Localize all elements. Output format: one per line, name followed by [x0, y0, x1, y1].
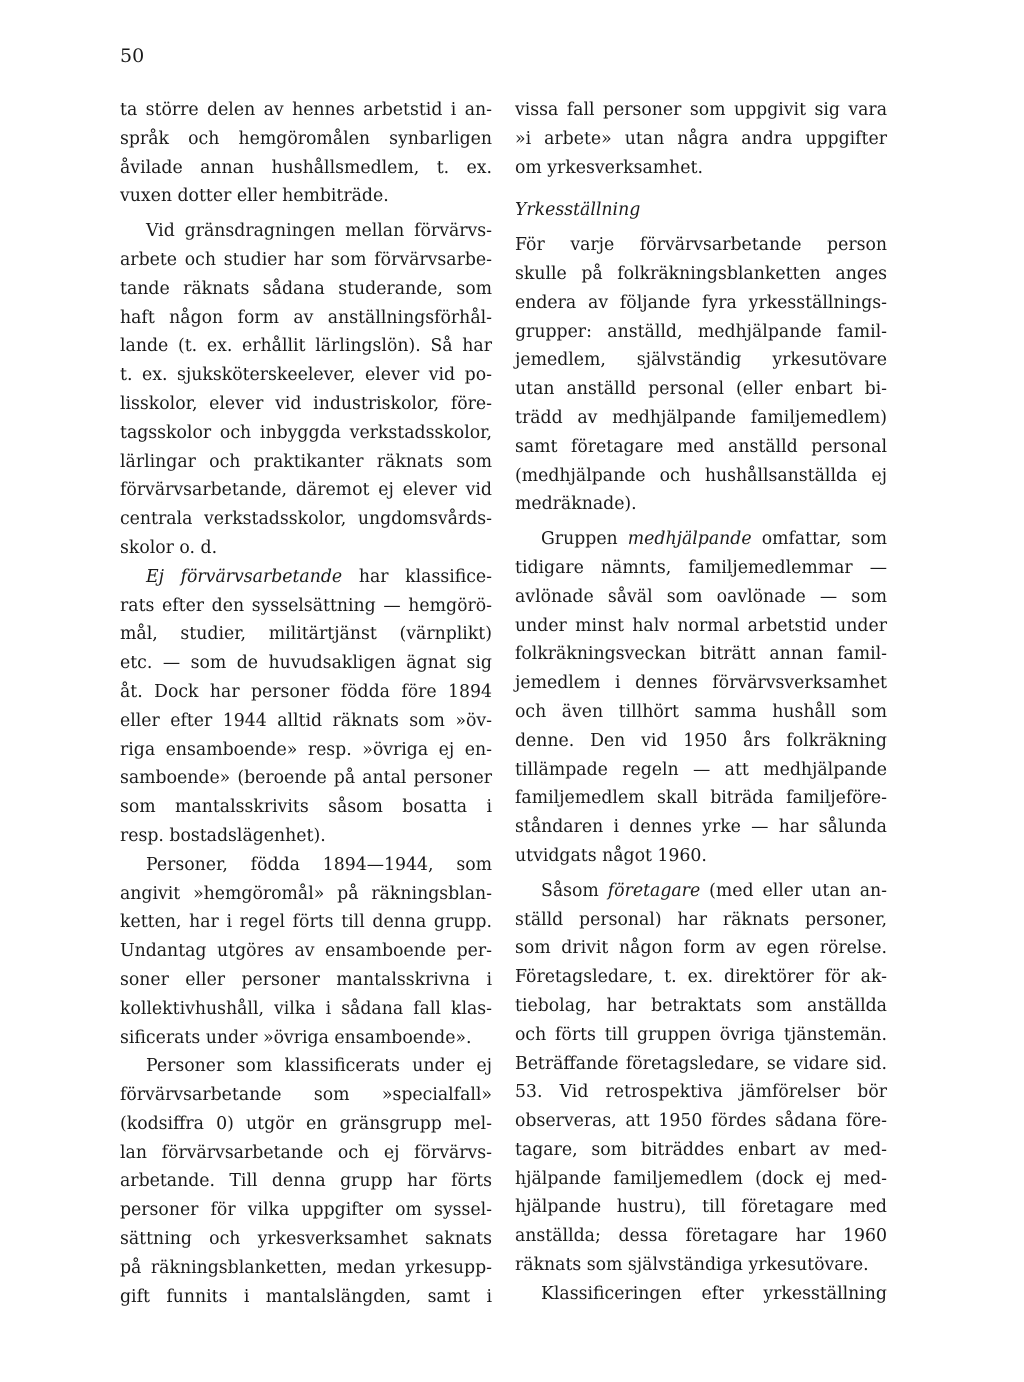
text-line: räknats som självständiga yrkesutövare. [515, 1255, 869, 1276]
text-line: denne. Den vid 1950 års folkräkning [515, 730, 887, 751]
text-line [120, 563, 492, 592]
text-line: tidigare nämnts, familjemedlemmar — [515, 557, 887, 578]
text-line: under minst halv normal arbetstid under [515, 615, 887, 636]
text-line: tande räknats sådana studerande, som [120, 278, 492, 299]
text-line: ställd personal) har räknats personer, [515, 909, 887, 930]
text-line: sättning och yrkesverksamhet saknats [120, 1229, 492, 1250]
text-line: Undantag utgöres av ensamboende per- [120, 941, 492, 962]
text-line: lärlingar och praktikanter räknats som [120, 451, 492, 472]
text-line: Företagsledare, t. ex. direktörer för ak- [515, 967, 887, 988]
italic-term: Ej förvärvsarbetande [146, 566, 343, 587]
paragraph [120, 1052, 492, 1311]
text-line: ketten, har i regel förts till denna grupp. [120, 912, 492, 933]
section-heading-block [515, 196, 887, 225]
text-line: Vid gränsdragningen mellan förvärvs- [146, 221, 492, 242]
text-line: tagare, som biträddes enbart av med- [515, 1139, 887, 1160]
left-column [120, 96, 492, 1311]
text-line: lisskolor, elever vid industriskolor, före- [120, 393, 492, 414]
text-line: Personer som klassificerats under ej [146, 1056, 492, 1077]
italic-term: medhjälpande [627, 529, 752, 550]
text-fragment: Gruppen [541, 529, 628, 550]
text-line: (kodsiffra 0) utgör en gränsgrupp mel- [120, 1113, 492, 1134]
text-line: sificerats under »övriga ensamboende». [120, 1027, 472, 1048]
text-line: utan anställd personal (eller enbart bi- [515, 379, 887, 400]
text-line: Klassificeringen efter yrkesställning [541, 1283, 887, 1304]
paragraph [515, 525, 887, 871]
text-line: »i arbete» utan några andra uppgifter [515, 128, 887, 149]
text-fragment: omfattar, som [751, 529, 888, 550]
paragraph [515, 96, 887, 182]
text-line: 53. Vid retrospektiva jämförelser bör [515, 1082, 887, 1103]
paragraph [120, 563, 492, 851]
text-line: haft någon form av anställningsförhål- [120, 307, 492, 328]
page-number: 50 [120, 45, 145, 67]
paragraph [120, 851, 492, 1053]
text-line [515, 525, 887, 554]
text-line: åt. Dock har personer födda före 1894 [120, 681, 492, 702]
text-fragment: (med eller utan an- [700, 880, 887, 901]
paragraph [120, 96, 492, 211]
text-line: språk och hemgöromålen synbarligen [120, 128, 492, 149]
text-line: angivit »hemgöromål» på räkningsblan- [120, 883, 492, 904]
text-line: mål, studier, militärtjänst (värnplikt) [120, 624, 492, 645]
text-line: samboende» (beroende på antal personer [120, 768, 492, 789]
text-line: Personer, födda 1894—1944, som [146, 854, 492, 875]
paragraph [515, 877, 887, 1280]
text-line: gift funnits i mantalslängden, samt i [120, 1286, 492, 1307]
text-line: trädd av medhjälpande familjemedlem) [515, 407, 887, 428]
text-fragment: Såsom [541, 880, 608, 901]
text-line: medräknade). [515, 494, 637, 515]
paragraph [120, 217, 492, 563]
text-line: hjälpande hustru), till företagare med [515, 1197, 887, 1218]
text-line: etc. — som de huvudsakligen ägnat sig [120, 653, 492, 674]
text-line: skulle på folkräkningsblanketten anges [515, 263, 887, 284]
text-line: observeras, att 1950 fördes sådana före- [515, 1111, 887, 1132]
text-line: folkräkningsveckan biträtt annan famil- [515, 644, 887, 665]
text-line: centrala verkstadsskolor, ungdomsvårds- [120, 509, 492, 530]
text-line: ståndaren i dennes yrke — har sålunda [515, 817, 887, 838]
text-line: skolor o. d. [120, 537, 218, 558]
text-line: åvilade annan hushållsmedlem, t. ex. [120, 157, 492, 178]
text-line: familjemedlem skall biträda familjeföre- [515, 788, 887, 809]
text-line: ta större delen av hennes arbetstid i an- [120, 100, 492, 120]
text-line: kollektivhushåll, vilka i sådana fall klas- [120, 998, 492, 1019]
text-line: arbetande. Till denna grupp har förts [120, 1171, 492, 1192]
text-line: och förts till gruppen övriga tjänstemän. [515, 1024, 887, 1045]
text-line: utvidgats något 1960. [515, 845, 707, 866]
text-line: tiebolag, har betraktats som anställda [515, 995, 887, 1016]
text-fragment: har klassifice- [342, 566, 492, 587]
text-line: vissa fall personer som uppgivit sig vara [515, 100, 887, 120]
text-line: jemedlem i dennes förvärvsverksamhet [515, 673, 887, 694]
right-column [515, 96, 887, 1309]
text-line: förvärvsarbetande, däremot ej elever vid [120, 480, 492, 501]
section-heading: Yrkesställning [515, 200, 641, 221]
text-line: grupper: anställd, medhjälpande famil- [515, 321, 887, 342]
text-line: t. ex. sjuksköterskeelever, elever vid po- [120, 365, 492, 386]
text-line: förvärvsarbetande som »specialfall» [120, 1085, 492, 1106]
text-line: tagsskolor och inbyggda verkstadsskolor, [120, 422, 492, 443]
text-line: För varje förvärvsarbetande person [515, 235, 887, 256]
text-line: riga ensamboende» resp. »övriga ej en- [120, 739, 492, 760]
text-line: jemedlem, självständig yrkesutövare [515, 350, 887, 371]
text-line: som drivit någon form av egen rörelse. [515, 938, 887, 959]
text-line: (medhjälpande och hushållsanställda ej [515, 465, 887, 486]
text-line: vuxen dotter eller hembiträde. [120, 186, 389, 207]
text-line: anställda; dessa företagare har 1960 [515, 1226, 887, 1247]
text-line: soner eller personer mantalsskrivna i [120, 969, 492, 990]
text-line: resp. bostadslägenhet). [120, 825, 326, 846]
text-line [515, 877, 887, 906]
text-line: Beträffande företagsledare, se vidare sid. [515, 1053, 887, 1074]
text-line: lande (t. ex. erhållit lärlingslön). Så har [120, 336, 492, 357]
text-line: arbete och studier har som förvärvsarbe- [120, 249, 492, 270]
text-line: avlönade såväl som oavlönade — som [515, 586, 887, 607]
paragraph [515, 231, 887, 519]
text-line: och även tillhört samma hushåll som [515, 701, 887, 722]
text-line: som mantalsskrivits såsom bosatta i [120, 797, 492, 818]
text-line: hjälpande familjemedlem (dock ej med- [515, 1168, 887, 1189]
text-line: rats efter den sysselsättning — hemgörö- [120, 595, 492, 616]
text-line: endera av följande fyra yrkesställnings- [515, 292, 887, 313]
text-line: samt företagare med anställd personal [515, 436, 887, 457]
text-line: personer för vilka uppgifter om syssel- [120, 1200, 492, 1221]
italic-term: företagare [607, 880, 701, 901]
text-line: om yrkesverksamhet. [515, 157, 703, 178]
paragraph [515, 1280, 887, 1309]
text-line: på räkningsblanketten, medan yrkesupp- [120, 1257, 492, 1278]
text-line: eller efter 1944 alltid räknats som »öv- [120, 710, 492, 731]
text-line: lan förvärvsarbetande och ej förvärvs- [120, 1142, 492, 1163]
text-line: tillämpade regeln — att medhjälpande [515, 759, 887, 780]
